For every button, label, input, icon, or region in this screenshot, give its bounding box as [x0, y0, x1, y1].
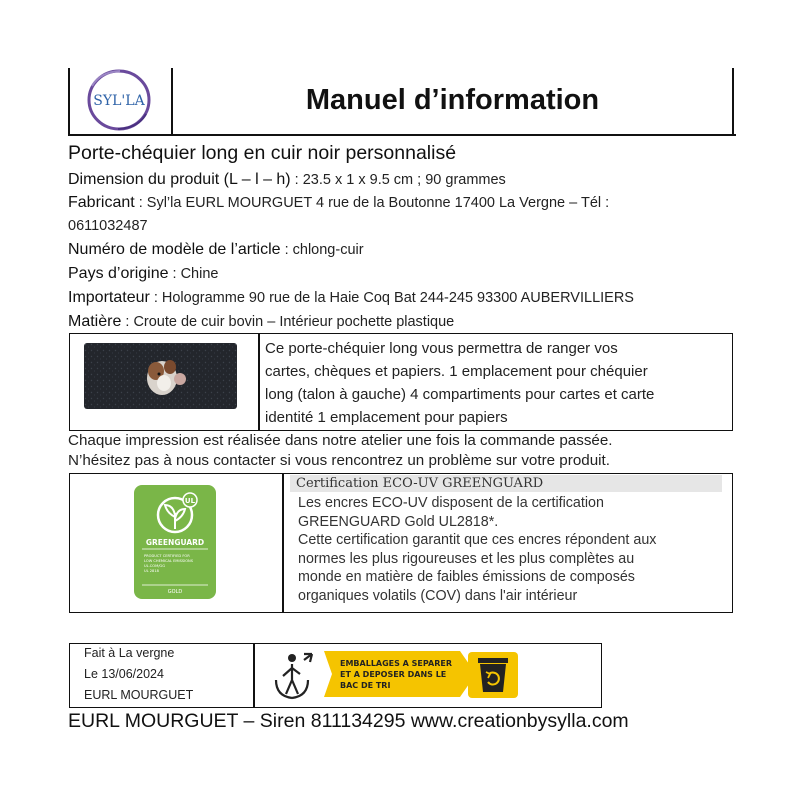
- info-dimension-value: : 23.5 x 1 x 9.5 cm ; 90 grammes: [290, 172, 506, 188]
- header-bottom-border: [68, 134, 736, 136]
- notice-line: Chaque impression est réalisée dans notre atelier une fois la commande passée.: [68, 432, 613, 449]
- logo-text: SYL'LA: [93, 93, 145, 109]
- footer: EURL MOURGUET – Siren 811134295 www.creationbysylla.com: [68, 710, 629, 732]
- certification-line: organiques volatils (COV) dans l'air intérieur: [298, 587, 578, 604]
- certification-line: normes les plus rigoureuses et les plus complètes au: [298, 550, 635, 567]
- description-line: identité 1 emplacement pour papiers: [265, 409, 508, 426]
- recycling-bin-icon: [468, 652, 518, 698]
- product-image: [84, 343, 237, 409]
- page-title: Manuel d’information: [305, 83, 600, 116]
- greenguard-name: GREENGUARD: [145, 538, 205, 547]
- signature-company: EURL MOURGUET: [84, 688, 194, 702]
- info-importer: [68, 289, 634, 307]
- info-material: [68, 313, 454, 331]
- certification-body: [298, 494, 726, 605]
- certification-heading: Certification ECO-UV GREENGUARD: [290, 475, 722, 492]
- logo-small-line: LOW CHEMICAL EMISSIONS: [144, 559, 194, 563]
- greenguard-gold: GOLD: [167, 589, 183, 595]
- description-line: cartes, chèques et papiers. 1 emplacement pour chéquier: [265, 363, 648, 380]
- info-importer-label: Importateur: [68, 289, 150, 306]
- info-material-value: : Croute de cuir bovin – Intérieur pochette plastique: [121, 314, 455, 330]
- certification-line: monde en matière de faibles émissions de composés: [298, 569, 635, 585]
- logo-small-line: PRODUCT CERTIFIED FOR: [144, 554, 190, 558]
- certification-line: Les encres ECO-UV disposent de la certification: [298, 495, 604, 511]
- info-fabricant: [68, 194, 609, 212]
- info-importer-value: : Hologramme 90 rue de la Haie Coq Bat 244-245 93300 AUBERVILLIERS: [149, 290, 634, 306]
- recycling-line: ET A DEPOSER DANS LE: [340, 670, 447, 679]
- description-line: long (talon à gauche) 4 compartiments pour cartes et carte: [265, 386, 655, 403]
- info-origin-value: : Chine: [168, 266, 219, 282]
- info-fabricant-value: : Syl’la EURL MOURGUET 4 rue de la Boutonne 17400 La Vergne – Tél :: [134, 195, 610, 211]
- info-model-value: : chlong-cuir: [280, 242, 364, 258]
- signature-place: Fait à La vergne: [84, 646, 175, 660]
- triman-icon: [276, 654, 312, 698]
- greenguard-logo: [134, 485, 216, 599]
- info-fabricant-phone: [68, 217, 148, 235]
- header-left-border: [68, 68, 70, 136]
- product-box-divider: [258, 333, 260, 431]
- info-dimension: [68, 171, 506, 189]
- info-fabricant-label: Fabricant: [68, 194, 135, 211]
- certification-box-divider: [282, 473, 284, 613]
- info-material-label: Matière: [68, 313, 122, 330]
- info-origin-label: Pays d’origine: [68, 265, 169, 282]
- notice-line: N’hésitez pas à nous contacter si vous rencontrez un problème sur votre produit.: [68, 452, 610, 469]
- triman-recycling-logo: [270, 646, 522, 702]
- certification-line: GREENGUARD Gold UL2818*.: [298, 513, 499, 530]
- info-model: [68, 241, 364, 259]
- recycling-line: EMBALLAGES A SEPARER: [340, 659, 452, 668]
- signature-box-divider: [253, 643, 255, 708]
- logo-small-line: UL 2818: [144, 569, 159, 573]
- info-phone-value: 0611032487: [68, 218, 148, 234]
- syl-la-logo: [80, 66, 158, 134]
- description-line: Ce porte-chéquier long vous permettra de ranger vos: [265, 340, 618, 357]
- certification-line: Cette certification garantit que ces encres répondent aux: [298, 532, 657, 548]
- signature-date: Le 13/06/2024: [84, 667, 164, 681]
- ul-mark: UL: [184, 497, 196, 505]
- header-right-border: [732, 68, 734, 136]
- info-model-label: Numéro de modèle de l’article: [68, 241, 281, 258]
- product-title: Porte-chéquier long en cuir noir personnalisé: [68, 142, 457, 164]
- info-dimension-label: Dimension du produit (L – l – h): [68, 171, 291, 188]
- logo-small-line: UL.COM/GG: [144, 564, 165, 568]
- info-origin: [68, 265, 218, 283]
- product-description: [265, 337, 725, 429]
- recycling-line: BAC DE TRI: [340, 681, 391, 690]
